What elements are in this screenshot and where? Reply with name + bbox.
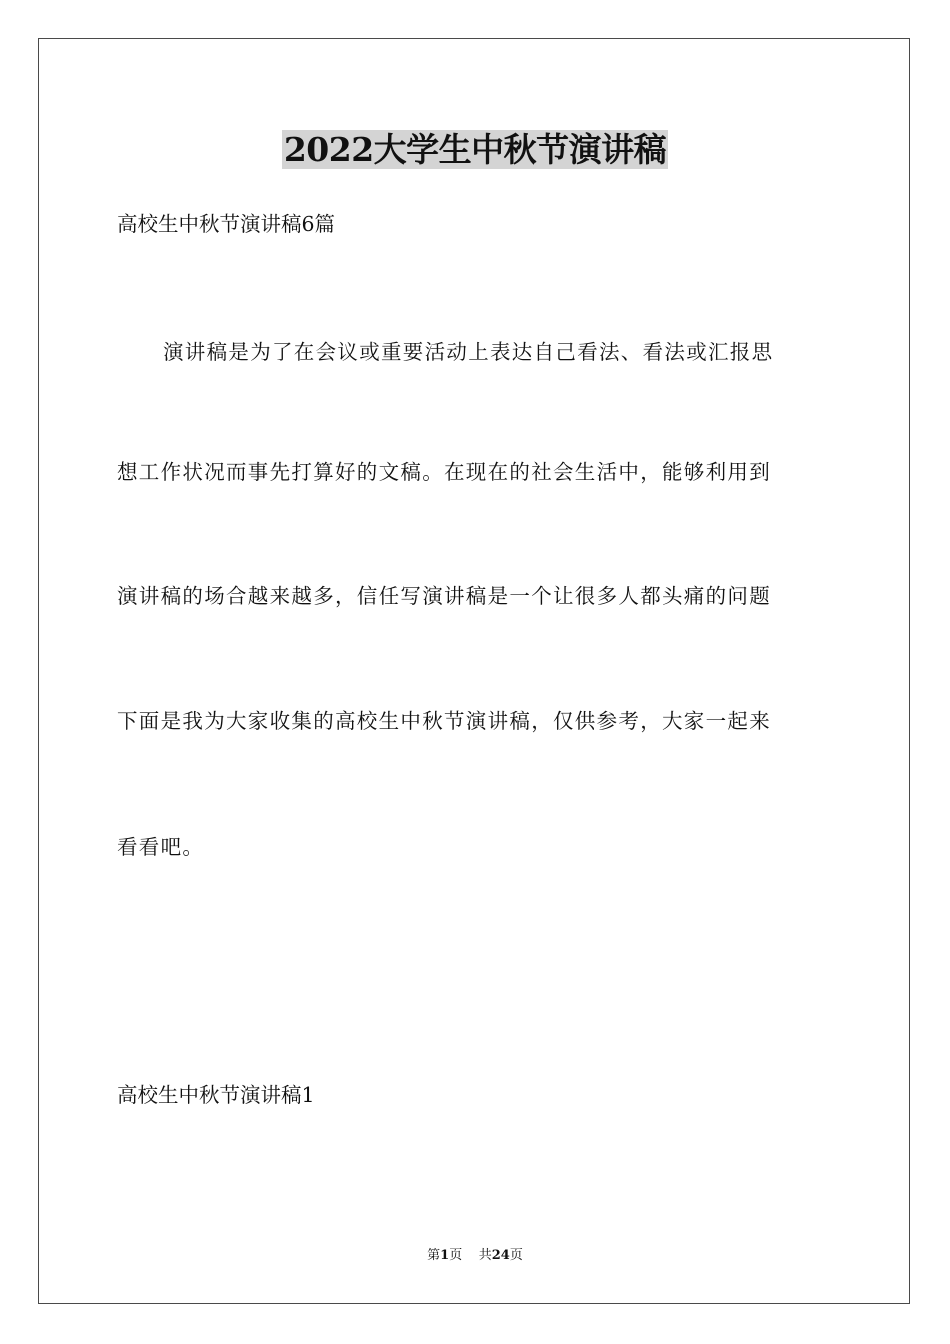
document-title xyxy=(0,128,950,172)
document-subtitle: 高校生中秋节演讲稿6篇 xyxy=(117,212,336,236)
footer-page-prefix: 第 xyxy=(427,1248,441,1263)
footer-total-pages: 24 xyxy=(491,1248,510,1263)
paragraph-line-5: 看看吧。 xyxy=(117,835,205,859)
paragraph-line-4: 下面是我为大家收集的高校生中秋节演讲稿，仅供参考，大家一起来 xyxy=(117,709,771,733)
paragraph-line-1: 演讲稿是为了在会议或重要活动上表达自己看法、看法或汇报思 xyxy=(163,340,774,364)
paragraph-line-2: 想工作状况而事先打算好的文稿。在现在的社会生活中，能够利用到 xyxy=(117,460,771,484)
document-title-text: 2022大学生中秋节演讲稿 xyxy=(283,130,667,169)
footer-page-suffix: 页 xyxy=(449,1248,463,1263)
footer-page-number: 1 xyxy=(440,1248,450,1263)
section-heading: 高校生中秋节演讲稿1 xyxy=(117,1083,315,1107)
page-footer xyxy=(0,1247,950,1265)
footer-total-prefix: 共 xyxy=(478,1248,492,1263)
paragraph-line-3: 演讲稿的场合越来越多，信任写演讲稿是一个让很多人都头痛的问题 xyxy=(117,584,771,608)
footer-total-suffix: 页 xyxy=(509,1248,523,1263)
